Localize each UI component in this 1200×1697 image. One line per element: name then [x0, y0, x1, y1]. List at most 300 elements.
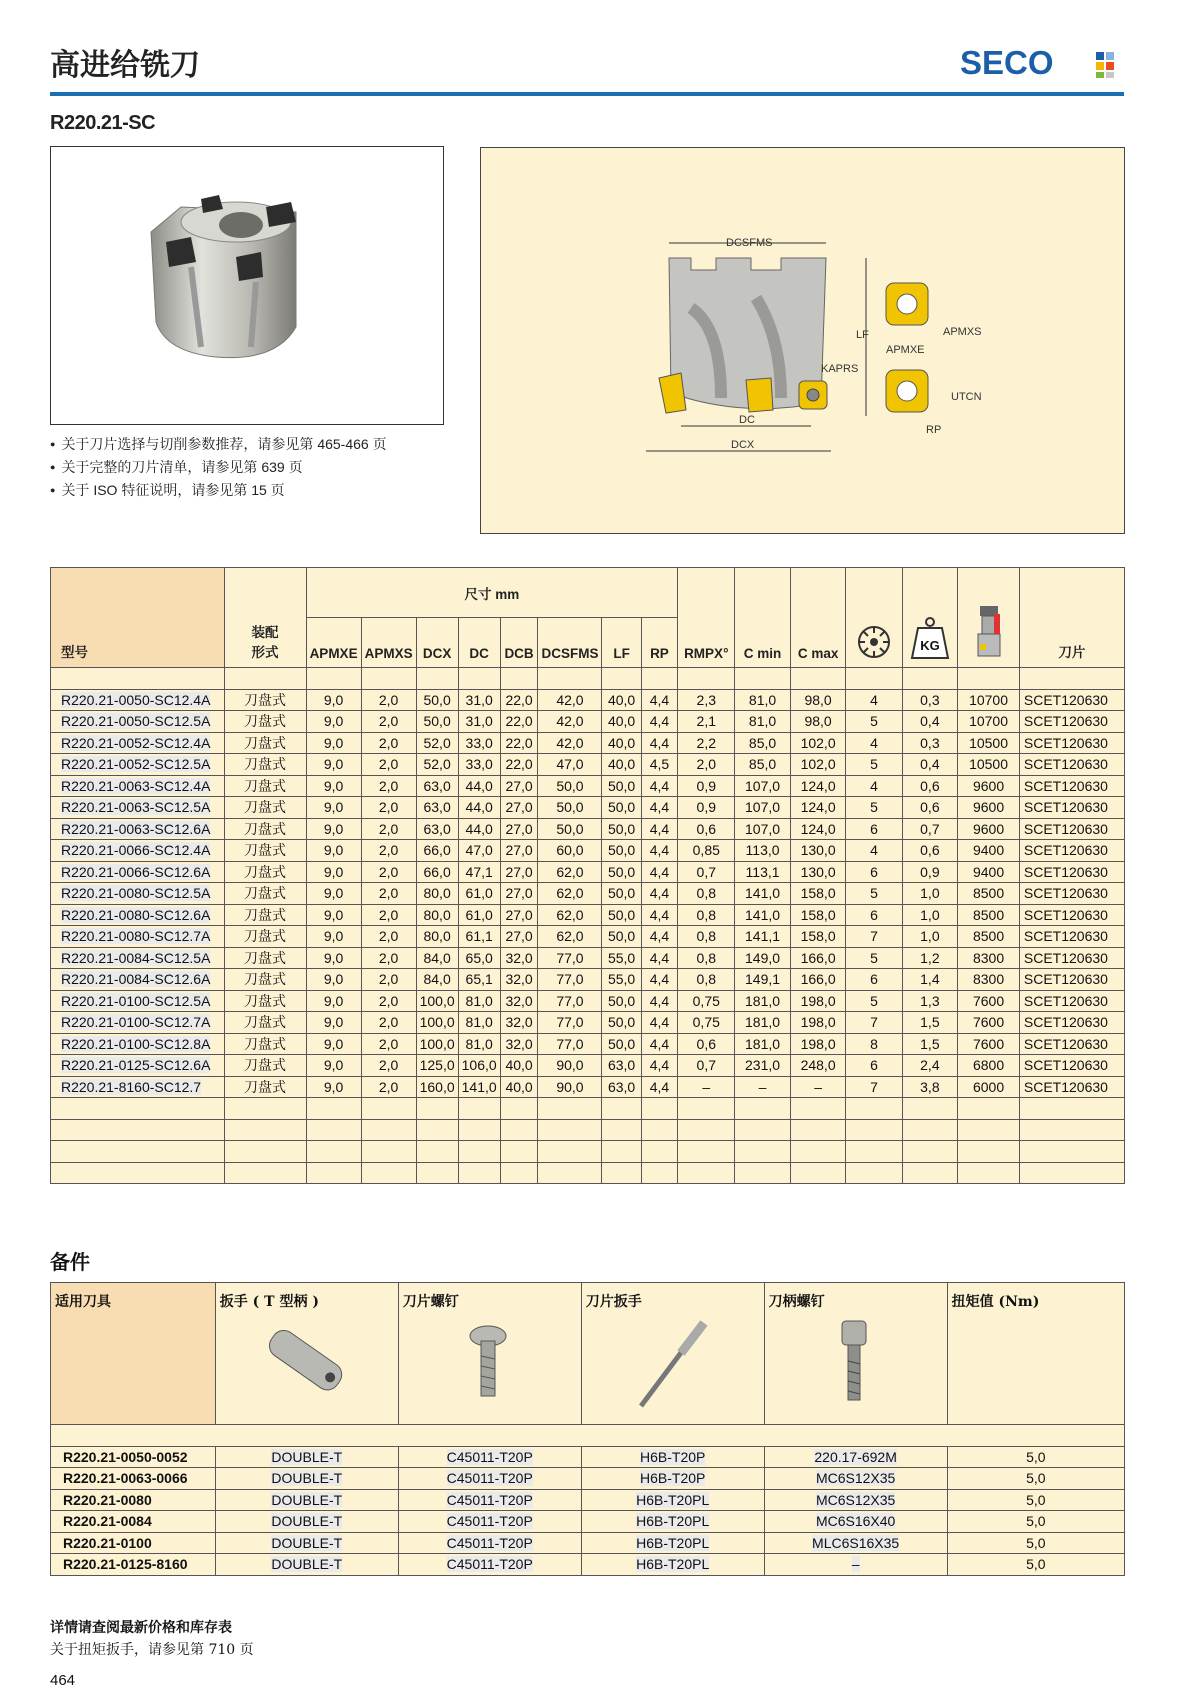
table-cell: 27,0 [500, 926, 538, 948]
table-cell: 9,0 [306, 754, 361, 776]
table-cell: 1,0 [902, 904, 958, 926]
table-row [51, 1055, 1125, 1077]
table-cell: 62,0 [538, 926, 602, 948]
table-cell: 2,0 [361, 990, 416, 1012]
table-cell: 8500 [958, 926, 1020, 948]
table-cell: 4,4 [641, 861, 678, 883]
table-cell: 0,6 [902, 775, 958, 797]
label-apmxs: APMXS [943, 326, 982, 338]
table-cell: 0,9 [902, 861, 958, 883]
table-cell: 102,0 [790, 754, 846, 776]
table-cell: SCET120630 [1019, 1012, 1124, 1034]
table-cell: 40,0 [602, 689, 641, 711]
table-cell: 65,1 [458, 969, 500, 991]
table-cell: 63,0 [416, 775, 458, 797]
col-assembly: 装配 形式 [224, 568, 306, 668]
model-code: R220.21-0066-SC12.6A [61, 863, 211, 880]
table-row [51, 1076, 1125, 1098]
note-item: ● 关于 ISO 特征说明，请参见第 15 页 [50, 480, 387, 503]
table-cell: – [790, 1076, 846, 1098]
label-dcsfms: DCSFMS [726, 237, 773, 249]
accessory-part: MC6S12X35 [815, 1491, 896, 1508]
accessory-part: – [851, 1556, 860, 1573]
table-cell: 50,0 [416, 711, 458, 733]
table-cell: SCET120630 [1019, 947, 1124, 969]
acc-col-insert-key [581, 1283, 764, 1425]
table-cell: 77,0 [538, 947, 602, 969]
table-cell: 42,0 [538, 732, 602, 754]
table-cell: 31,0 [458, 711, 500, 733]
svg-text:KG: KG [920, 638, 940, 653]
table-cell: 40,0 [500, 1055, 538, 1077]
col-apmxs: APMXS [361, 618, 416, 668]
table-row [51, 840, 1125, 862]
table-cell: 55,0 [602, 947, 641, 969]
table-cell: 44,0 [458, 797, 500, 819]
table-cell: 8500 [958, 904, 1020, 926]
table-cell: 2,0 [361, 711, 416, 733]
label-dc: DC [739, 414, 755, 426]
table-cell: 50,0 [538, 775, 602, 797]
table-cell: 0,6 [902, 840, 958, 862]
table-cell: 9,0 [306, 840, 361, 862]
table-cell: 47,0 [538, 754, 602, 776]
table-cell: 124,0 [790, 775, 846, 797]
col-insert: 刀片 [1019, 568, 1124, 668]
table-cell: 4,4 [641, 732, 678, 754]
table-cell: 124,0 [790, 797, 846, 819]
table-cell: 2,0 [678, 754, 735, 776]
table-cell: – [678, 1076, 735, 1098]
accessory-row [51, 1468, 1125, 1490]
page-title: 高进给铣刀 [50, 48, 200, 83]
accessories-title: 备件 [50, 1250, 90, 1274]
table-cell: 4 [846, 775, 902, 797]
model-code: R220.21-0100-SC12.5A [61, 992, 211, 1009]
table-cell: 50,0 [602, 990, 641, 1012]
table-cell: 2,0 [361, 969, 416, 991]
brand-text: SECO [960, 44, 1054, 80]
table-spacer-row [51, 668, 1125, 690]
accessory-tool: R220.21-0100 [51, 1532, 216, 1554]
table-cell: 181,0 [735, 1033, 790, 1055]
table-cell: 2,0 [361, 861, 416, 883]
table-cell: SCET120630 [1019, 883, 1124, 905]
table-cell: 8500 [958, 883, 1020, 905]
table-cell: 2,0 [361, 754, 416, 776]
teeth-icon [846, 568, 902, 668]
table-row [51, 904, 1125, 926]
table-row [51, 818, 1125, 840]
table-cell: 40,0 [602, 754, 641, 776]
table-cell: 107,0 [735, 818, 790, 840]
table-cell: 77,0 [538, 969, 602, 991]
table-cell: 27,0 [500, 861, 538, 883]
table-cell: 63,0 [602, 1055, 641, 1077]
col-dc: DC [458, 618, 500, 668]
table-cell: 124,0 [790, 818, 846, 840]
insert-screw-icon [403, 1311, 573, 1411]
accessory-part: H6B-T20PL [636, 1556, 710, 1573]
table-cell: 47,1 [458, 861, 500, 883]
table-cell: 9400 [958, 861, 1020, 883]
col-dcsfms: DCSFMS [538, 618, 602, 668]
table-cell: 102,0 [790, 732, 846, 754]
table-cell: 6 [846, 904, 902, 926]
table-cell: 0,85 [678, 840, 735, 862]
table-cell: 刀盘式 [224, 689, 306, 711]
table-cell: SCET120630 [1019, 990, 1124, 1012]
accessory-row [51, 1532, 1125, 1554]
table-cell: 90,0 [538, 1076, 602, 1098]
table-cell: 149,1 [735, 969, 790, 991]
empty-row [51, 1141, 1125, 1163]
accessory-row [51, 1446, 1125, 1468]
table-cell: 77,0 [538, 1012, 602, 1034]
table-cell: 8300 [958, 969, 1020, 991]
table-cell: 刀盘式 [224, 904, 306, 926]
table-cell: 84,0 [416, 969, 458, 991]
table-cell: 刀盘式 [224, 840, 306, 862]
table-cell: 66,0 [416, 861, 458, 883]
table-row [51, 969, 1125, 991]
table-cell: 90,0 [538, 1055, 602, 1077]
model-code: R220.21-0052-SC12.4A [61, 734, 211, 751]
accessory-tool: R220.21-0080 [51, 1489, 216, 1511]
weight-icon [902, 568, 958, 668]
table-cell: 158,0 [790, 883, 846, 905]
model-code: R220.21-0063-SC12.6A [61, 820, 211, 837]
table-cell: 231,0 [735, 1055, 790, 1077]
accessory-part: DOUBLE-T [271, 1513, 343, 1530]
table-cell: 4 [846, 732, 902, 754]
table-cell: 4,4 [641, 883, 678, 905]
product-table-body [51, 668, 1125, 1184]
accessory-part: C45011-T20P [446, 1556, 533, 1573]
table-cell: 0,6 [902, 797, 958, 819]
table-cell: 44,0 [458, 775, 500, 797]
col-cmax: C max [790, 568, 846, 668]
table-cell: 9600 [958, 818, 1020, 840]
model-code: R220.21-0063-SC12.4A [61, 777, 211, 794]
model-code: R220.21-0100-SC12.8A [61, 1035, 211, 1052]
table-cell: 2,2 [678, 732, 735, 754]
table-cell: 141,1 [735, 926, 790, 948]
table-cell: 50,0 [602, 797, 641, 819]
table-row [51, 990, 1125, 1012]
table-cell: SCET120630 [1019, 775, 1124, 797]
table-cell: 7600 [958, 1033, 1020, 1055]
table-cell: 刀盘式 [224, 861, 306, 883]
accessories-table-body [51, 1446, 1125, 1575]
table-cell: 2,0 [361, 926, 416, 948]
table-cell: 158,0 [790, 904, 846, 926]
table-cell: 32,0 [500, 1033, 538, 1055]
table-cell: 100,0 [416, 1012, 458, 1034]
table-cell: 31,0 [458, 689, 500, 711]
table-cell: 32,0 [500, 947, 538, 969]
table-cell: 刀盘式 [224, 732, 306, 754]
table-cell: 7 [846, 1012, 902, 1034]
table-cell: 166,0 [790, 947, 846, 969]
table-row [51, 1033, 1125, 1055]
accessory-part: DOUBLE-T [271, 1448, 343, 1465]
col-dcb: DCB [500, 618, 538, 668]
table-cell: 27,0 [500, 883, 538, 905]
accessory-torque: 5,0 [947, 1511, 1124, 1533]
table-cell: 4,4 [641, 840, 678, 862]
table-cell: 50,0 [602, 818, 641, 840]
table-cell: 4,4 [641, 689, 678, 711]
model-code: R220.21-8160-SC12.7 [61, 1078, 202, 1095]
table-cell: 198,0 [790, 1033, 846, 1055]
table-cell: 4,4 [641, 969, 678, 991]
table-cell: 刀盘式 [224, 1033, 306, 1055]
table-cell: SCET120630 [1019, 969, 1124, 991]
table-cell: 刀盘式 [224, 1076, 306, 1098]
acc-col-insert-screw [398, 1283, 581, 1425]
cap-screw-icon [769, 1311, 939, 1411]
table-row [51, 775, 1125, 797]
table-row [51, 711, 1125, 733]
table-cell: 6000 [958, 1076, 1020, 1098]
table-cell: 6 [846, 818, 902, 840]
table-cell: 9,0 [306, 883, 361, 905]
table-cell: 2,0 [361, 689, 416, 711]
table-cell: 2,0 [361, 818, 416, 840]
table-row [51, 797, 1125, 819]
table-cell: 62,0 [538, 861, 602, 883]
table-cell: 9400 [958, 840, 1020, 862]
table-cell: 50,0 [602, 926, 641, 948]
table-cell: – [735, 1076, 790, 1098]
accessory-part: C45011-T20P [446, 1513, 533, 1530]
table-cell: 130,0 [790, 840, 846, 862]
table-cell: 刀盘式 [224, 711, 306, 733]
accessory-part: H6B-T20PL [636, 1534, 710, 1551]
table-cell: 98,0 [790, 689, 846, 711]
table-cell: 42,0 [538, 689, 602, 711]
model-code: R220.21-0050-SC12.5A [61, 713, 211, 730]
table-cell: 62,0 [538, 883, 602, 905]
table-cell: 1,3 [902, 990, 958, 1012]
table-cell: 149,0 [735, 947, 790, 969]
table-cell: 125,0 [416, 1055, 458, 1077]
table-cell: 9,0 [306, 1076, 361, 1098]
accessory-row [51, 1554, 1125, 1576]
table-cell: 22,0 [500, 732, 538, 754]
table-cell: 9,0 [306, 947, 361, 969]
table-cell: 32,0 [500, 969, 538, 991]
table-cell: 9,0 [306, 732, 361, 754]
table-cell: 27,0 [500, 797, 538, 819]
header-rule [50, 92, 1124, 96]
table-cell: 113,0 [735, 840, 790, 862]
table-cell: SCET120630 [1019, 754, 1124, 776]
accessory-part: DOUBLE-T [271, 1491, 343, 1508]
table-cell: 0,4 [902, 754, 958, 776]
table-cell: 9600 [958, 775, 1020, 797]
table-cell: 9,0 [306, 861, 361, 883]
table-cell: 刀盘式 [224, 1055, 306, 1077]
footer-torque-note: 关于扭矩扳手，请参见第 710 页 [50, 1642, 254, 1658]
table-cell: 63,0 [416, 818, 458, 840]
accessory-part: 220.17-692M [814, 1448, 897, 1465]
table-cell: 50,0 [602, 840, 641, 862]
table-cell: 9,0 [306, 797, 361, 819]
table-cell: 22,0 [500, 754, 538, 776]
table-cell: 63,0 [416, 797, 458, 819]
table-cell: 0,8 [678, 969, 735, 991]
table-cell: 4,4 [641, 990, 678, 1012]
table-cell: 4,4 [641, 1055, 678, 1077]
table-cell: 52,0 [416, 754, 458, 776]
model-code: R220.21-0066-SC12.4A [61, 842, 211, 859]
accessory-row [51, 1511, 1125, 1533]
accessory-torque: 5,0 [947, 1489, 1124, 1511]
table-cell: 160,0 [416, 1076, 458, 1098]
table-cell: 22,0 [500, 689, 538, 711]
table-row [51, 689, 1125, 711]
accessory-torque: 5,0 [947, 1446, 1124, 1468]
table-cell: 7 [846, 926, 902, 948]
acc-col-holder-screw [764, 1283, 947, 1425]
table-cell: 27,0 [500, 840, 538, 862]
table-cell: SCET120630 [1019, 1055, 1124, 1077]
table-cell: 61,0 [458, 904, 500, 926]
table-cell: 27,0 [500, 818, 538, 840]
acc-col-tool: 适用刀具 [51, 1283, 216, 1425]
table-cell: 10700 [958, 711, 1020, 733]
table-cell: 刀盘式 [224, 775, 306, 797]
table-cell: SCET120630 [1019, 732, 1124, 754]
table-cell: 106,0 [458, 1055, 500, 1077]
table-cell: 61,0 [458, 883, 500, 905]
table-cell: 6 [846, 861, 902, 883]
table-row [51, 732, 1125, 754]
table-cell: SCET120630 [1019, 797, 1124, 819]
table-cell: 2,0 [361, 1076, 416, 1098]
table-cell: 7600 [958, 990, 1020, 1012]
table-cell: 81,0 [735, 711, 790, 733]
table-row [51, 861, 1125, 883]
table-row [51, 947, 1125, 969]
table-cell: 2,0 [361, 840, 416, 862]
accessory-part: C45011-T20P [446, 1534, 533, 1551]
table-cell: 0,8 [678, 947, 735, 969]
table-cell: 刀盘式 [224, 818, 306, 840]
table-cell: 2,0 [361, 1012, 416, 1034]
table-cell: 2,1 [678, 711, 735, 733]
table-row [51, 754, 1125, 776]
col-cmin: C min [735, 568, 790, 668]
table-cell: 4,4 [641, 1012, 678, 1034]
table-cell: 1,2 [902, 947, 958, 969]
accessory-part: H6B-T20PL [636, 1513, 710, 1530]
table-cell: 198,0 [790, 990, 846, 1012]
table-cell: 0,3 [902, 732, 958, 754]
accessory-part: MC6S12X35 [815, 1470, 896, 1487]
table-cell: 60,0 [538, 840, 602, 862]
table-cell: 80,0 [416, 883, 458, 905]
table-cell: SCET120630 [1019, 689, 1124, 711]
table-cell: 198,0 [790, 1012, 846, 1034]
table-cell: 10700 [958, 689, 1020, 711]
table-cell: 4,4 [641, 711, 678, 733]
table-cell: 55,0 [602, 969, 641, 991]
table-cell: 50,0 [538, 797, 602, 819]
table-cell: 50,0 [602, 861, 641, 883]
table-cell: 0,4 [902, 711, 958, 733]
accessory-part: C45011-T20P [446, 1470, 533, 1487]
table-cell: 85,0 [735, 732, 790, 754]
table-cell: 4,4 [641, 926, 678, 948]
col-rp: RP [641, 618, 678, 668]
table-cell: 80,0 [416, 926, 458, 948]
table-cell: 52,0 [416, 732, 458, 754]
model-code: R220.21-0125-SC12.6A [61, 1057, 211, 1074]
accessory-part: DOUBLE-T [271, 1556, 343, 1573]
table-cell: 6 [846, 969, 902, 991]
t-wrench-icon [220, 1311, 390, 1411]
table-cell: 4,4 [641, 775, 678, 797]
table-cell: 9600 [958, 797, 1020, 819]
screwdriver-icon [586, 1311, 756, 1411]
accessory-tool: R220.21-0125-8160 [51, 1554, 216, 1576]
table-cell: SCET120630 [1019, 904, 1124, 926]
table-cell: 181,0 [735, 1012, 790, 1034]
empty-row [51, 1119, 1125, 1141]
table-cell: 0,8 [678, 926, 735, 948]
accessory-part: C45011-T20P [446, 1491, 533, 1508]
table-cell: 1,4 [902, 969, 958, 991]
table-cell: 10500 [958, 754, 1020, 776]
footer-price-note: 详情请查阅最新价格和库存表 [50, 1620, 232, 1636]
table-cell: 8 [846, 1033, 902, 1055]
table-cell: 2,0 [361, 775, 416, 797]
dimension-diagram [480, 147, 1125, 534]
table-cell: 2,0 [361, 732, 416, 754]
table-cell: 141,0 [735, 883, 790, 905]
table-cell: 9,0 [306, 926, 361, 948]
table-cell: 0,8 [678, 904, 735, 926]
table-row [51, 926, 1125, 948]
table-cell: 107,0 [735, 775, 790, 797]
product-series: R220.21-SC [50, 112, 156, 134]
product-photo [50, 146, 444, 425]
accessories-table [50, 1282, 1125, 1576]
notes-list [50, 434, 387, 503]
note-item: ● 关于完整的刀片清单，请参见第 639 页 [50, 457, 387, 480]
table-cell: 100,0 [416, 990, 458, 1012]
table-cell: 61,1 [458, 926, 500, 948]
col-model: 型号 [51, 568, 225, 668]
table-cell: 47,0 [458, 840, 500, 862]
arbor-icon [958, 568, 1020, 668]
acc-col-wrench-label: 扳手 ( T 型柄 ) [219, 1294, 319, 1310]
table-cell: 81,0 [458, 990, 500, 1012]
table-cell: 77,0 [538, 1033, 602, 1055]
table-cell: 80,0 [416, 904, 458, 926]
label-kaprs: KAPRS [821, 363, 859, 375]
acc-col-torque: 扭矩值 (Nm) [947, 1283, 1124, 1425]
table-cell: 32,0 [500, 990, 538, 1012]
table-cell: 6800 [958, 1055, 1020, 1077]
accessory-torque: 5,0 [947, 1554, 1124, 1576]
model-code: R220.21-0063-SC12.5A [61, 799, 211, 816]
table-cell: 刀盘式 [224, 754, 306, 776]
table-cell: 刀盘式 [224, 883, 306, 905]
